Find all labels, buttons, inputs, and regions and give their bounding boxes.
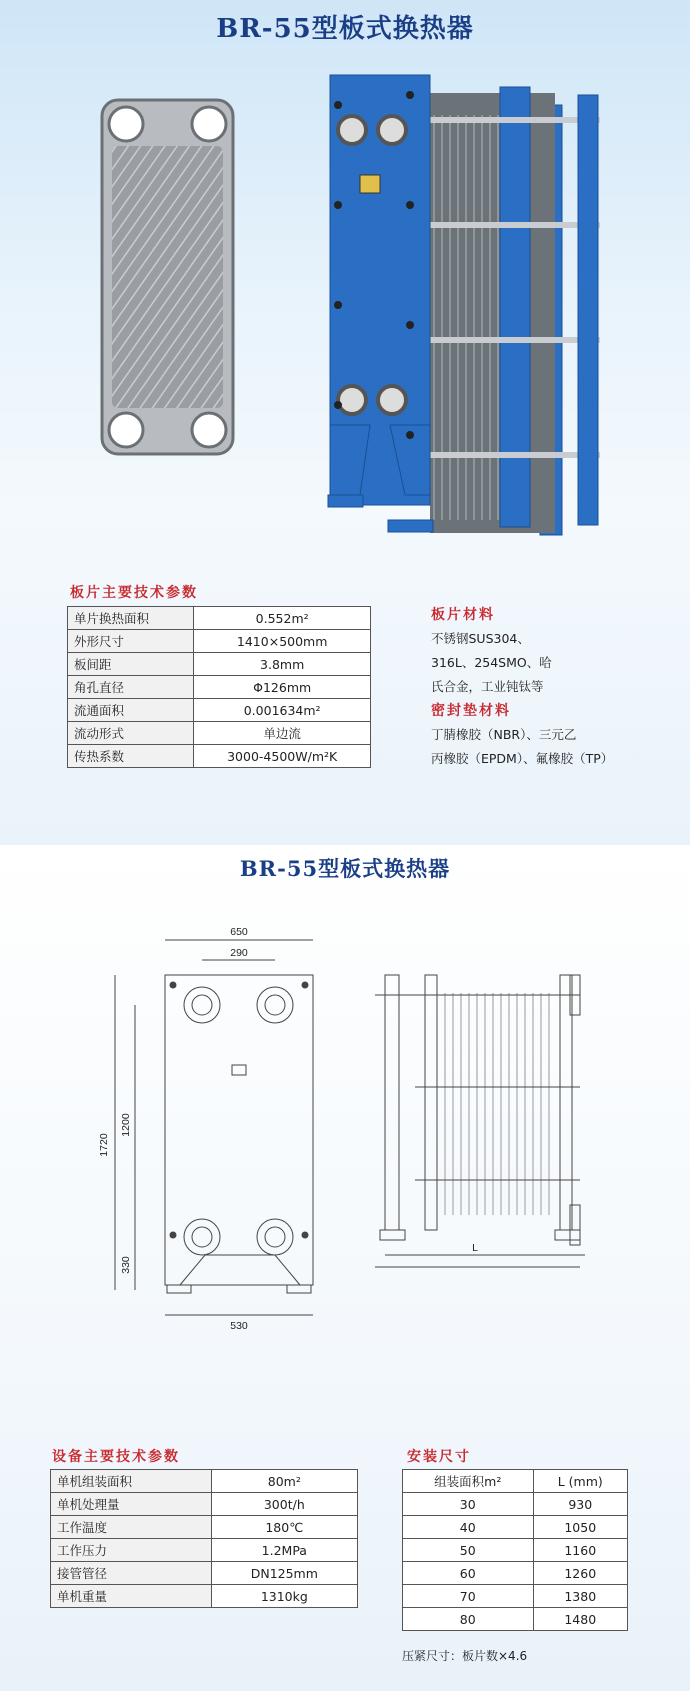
dim-290: 290 xyxy=(230,947,248,959)
table-row xyxy=(403,1585,628,1608)
materials-block xyxy=(431,603,613,771)
param-name: 接管管径 xyxy=(51,1562,212,1585)
param-name: 工作压力 xyxy=(51,1539,212,1562)
install-heading: 安装尺寸 xyxy=(407,1449,471,1465)
plate-params-heading: 板片主要技术参数 xyxy=(70,585,198,601)
product-section xyxy=(0,0,690,845)
table-row xyxy=(51,1562,358,1585)
col-header-length: L (mm) xyxy=(533,1470,627,1493)
param-name: 外形尺寸 xyxy=(68,630,194,653)
gasket-material-line: 丁腈橡胶（NBR）、三元乙 xyxy=(431,727,577,742)
dim-330: 330 xyxy=(120,1256,132,1274)
param-name: 板间距 xyxy=(68,653,194,676)
side-view-drawing xyxy=(365,975,605,1265)
table-header-row xyxy=(403,1470,628,1493)
plate-image xyxy=(100,98,235,456)
page-title: BR-55型板式换热器 xyxy=(216,14,474,44)
param-value: 180℃ xyxy=(211,1516,357,1539)
plate-material-line: 氏合金，工业钝钛等 xyxy=(431,679,544,694)
equip-params-heading: 设备主要技术参数 xyxy=(52,1449,180,1465)
heat-exchanger-image xyxy=(330,75,610,540)
table-row xyxy=(403,1539,628,1562)
length-cell: 1260 xyxy=(533,1562,627,1585)
dim-530: 530 xyxy=(230,1320,248,1332)
param-name: 传热系数 xyxy=(68,745,194,768)
table-row xyxy=(51,1585,358,1608)
install-note: 压紧尺寸：板片数×4.6 xyxy=(402,1649,528,1663)
param-value: 300t/h xyxy=(211,1493,357,1516)
param-value: 3000-4500W/m²K xyxy=(194,745,371,768)
table-row xyxy=(403,1516,628,1539)
param-value: 单边流 xyxy=(194,722,371,745)
length-cell: 930 xyxy=(533,1493,627,1516)
table-row xyxy=(403,1562,628,1585)
table-row xyxy=(68,676,371,699)
param-value: 0.001634m² xyxy=(194,699,371,722)
table-row xyxy=(68,745,371,768)
area-cell: 40 xyxy=(403,1516,534,1539)
param-name: 流通面积 xyxy=(68,699,194,722)
plate-params-table xyxy=(67,606,371,768)
param-name: 单机处理量 xyxy=(51,1493,212,1516)
param-name: 单片换热面积 xyxy=(68,607,194,630)
table-row xyxy=(403,1493,628,1516)
param-name: 单机重量 xyxy=(51,1585,212,1608)
table-row xyxy=(68,699,371,722)
plate-material-heading: 板片材料 xyxy=(431,607,495,623)
param-value: DN125mm xyxy=(211,1562,357,1585)
table-row xyxy=(68,607,371,630)
table-row xyxy=(403,1608,628,1631)
area-cell: 50 xyxy=(403,1539,534,1562)
length-cell: 1050 xyxy=(533,1516,627,1539)
dim-1720: 1720 xyxy=(98,1133,110,1157)
drawing-section xyxy=(0,845,690,1691)
param-name: 工作温度 xyxy=(51,1516,212,1539)
col-header-area: 组装面积m² xyxy=(403,1470,534,1493)
length-cell: 1380 xyxy=(533,1585,627,1608)
table-row xyxy=(68,722,371,745)
param-name: 角孔直径 xyxy=(68,676,194,699)
table-row xyxy=(51,1516,358,1539)
table-row xyxy=(68,653,371,676)
length-cell: 1480 xyxy=(533,1608,627,1631)
area-cell: 30 xyxy=(403,1493,534,1516)
area-cell: 60 xyxy=(403,1562,534,1585)
area-cell: 70 xyxy=(403,1585,534,1608)
install-table xyxy=(402,1469,628,1631)
area-cell: 80 xyxy=(403,1608,534,1631)
drawing-title: BR-55型板式换热器 xyxy=(239,856,451,881)
table-row xyxy=(51,1493,358,1516)
param-name: 流动形式 xyxy=(68,722,194,745)
param-name: 单机组装面积 xyxy=(51,1470,212,1493)
param-value: 1310kg xyxy=(211,1585,357,1608)
param-value: 1.2MPa xyxy=(211,1539,357,1562)
param-value: Φ126mm xyxy=(194,676,371,699)
table-row xyxy=(68,630,371,653)
table-row xyxy=(51,1539,358,1562)
dim-L: L xyxy=(472,1242,478,1254)
equip-params-table xyxy=(50,1469,358,1608)
dim-1200: 1200 xyxy=(120,1113,132,1137)
param-value: 1410×500mm xyxy=(194,630,371,653)
param-value: 0.552m² xyxy=(194,607,371,630)
gasket-material-heading: 密封垫材料 xyxy=(431,703,511,719)
dim-650: 650 xyxy=(230,926,248,938)
plate-material-line: 316L、254SMO、哈 xyxy=(431,655,552,670)
plate-material-line: 不锈钢SUS304、 xyxy=(431,631,530,646)
param-value: 3.8mm xyxy=(194,653,371,676)
gasket-material-line: 丙橡胶（EPDM）、氟橡胶（TP） xyxy=(431,751,614,766)
front-view-drawing xyxy=(95,935,335,1235)
table-row xyxy=(51,1470,358,1493)
param-value: 80m² xyxy=(211,1470,357,1493)
length-cell: 1160 xyxy=(533,1539,627,1562)
